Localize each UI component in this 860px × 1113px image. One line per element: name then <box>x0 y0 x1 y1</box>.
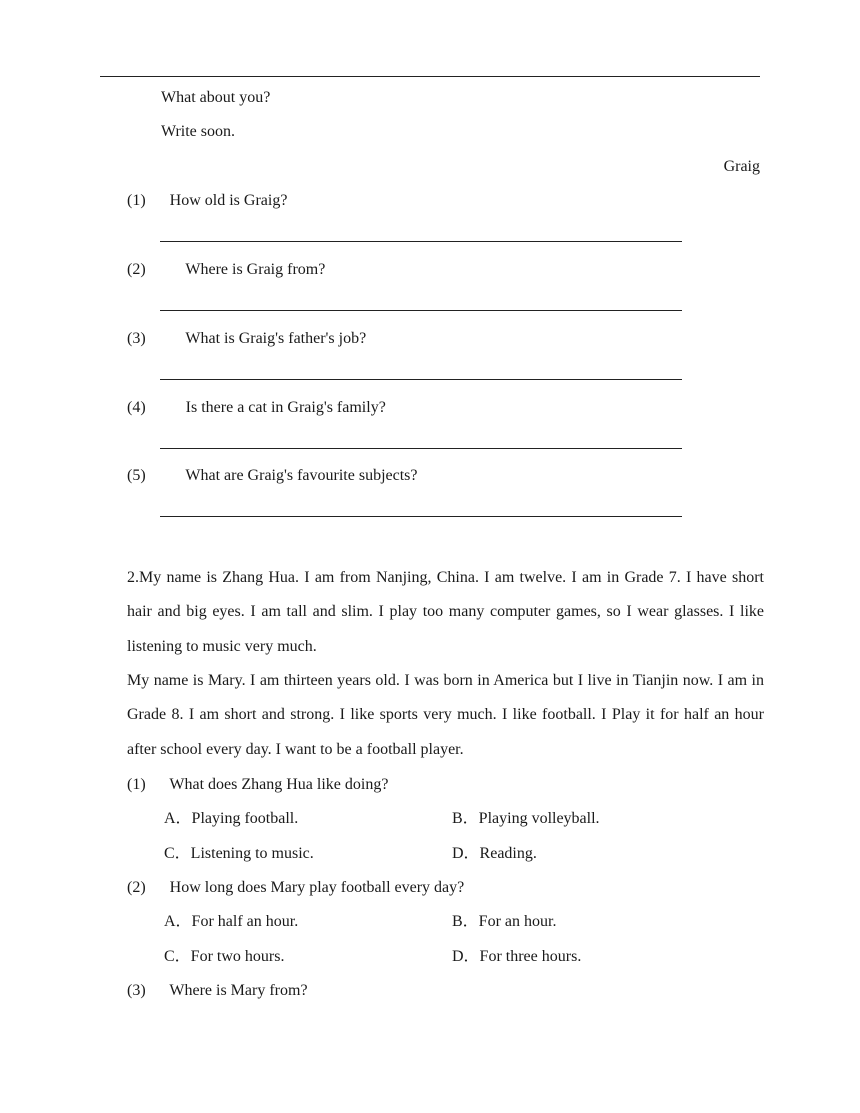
s2-question-3 <box>127 981 308 1001</box>
s2-question-2-text: How long does Mary play football every day? <box>169 879 465 896</box>
s2-q2-option-a[interactable]: A．For half an hour. <box>164 913 299 930</box>
s2-question-1 <box>127 775 388 795</box>
s2-passage-mary: My name is Mary. I am thirteen years old. I was born in America but I live in Tianjin now. I am in Grade 8. I am short and strong. I like sports very much. I like football. I Play it for half an hour after school every day. I want to be a football player. <box>127 672 764 758</box>
s1-answer-line-3[interactable] <box>160 379 682 380</box>
letter-closing-line-1: What about you? <box>161 89 271 106</box>
s1-answer-line-2[interactable] <box>160 310 682 311</box>
s2-question-3-text: Where is Mary from? <box>169 982 308 999</box>
s2-question-1-text: What does Zhang Hua like doing? <box>169 776 389 793</box>
s1-answer-line-4[interactable] <box>160 448 682 449</box>
s2-passage-zhang-hua: 2.My name is Zhang Hua. I am from Nanjing, China. I am twelve. I am in Grade 7. I have short hair and big eyes. I am tall and slim. I play too many computer games, so I wear glasses. I like listening to music very much. <box>127 569 764 655</box>
s1-question-5 <box>127 466 418 486</box>
s1-question-1-text: How old is Graig? <box>169 192 288 209</box>
s1-answer-line-1[interactable] <box>160 241 682 242</box>
s2-q1-option-c[interactable]: C．Listening to music. <box>164 845 314 862</box>
s2-q1-option-d[interactable]: D．Reading. <box>452 845 537 862</box>
s1-question-3-text: What is Graig's father's job? <box>185 330 367 347</box>
s2-question-2 <box>127 878 464 898</box>
s1-question-3-number: (3) <box>127 330 146 347</box>
s1-question-4-number: (4) <box>127 399 146 416</box>
s1-question-2 <box>127 260 325 280</box>
s1-question-1-number: (1) <box>127 192 146 209</box>
s2-question-3-number: (3) <box>127 982 146 999</box>
s2-q1-option-b[interactable]: B．Playing volleyball. <box>452 810 600 827</box>
s2-q2-option-b[interactable]: B．For an hour. <box>452 913 557 930</box>
s1-question-1 <box>127 191 287 211</box>
header-rule <box>100 76 760 77</box>
letter-closing-line-2: Write soon. <box>161 123 236 140</box>
s1-question-3 <box>127 329 366 349</box>
s2-question-2-number: (2) <box>127 879 146 896</box>
s2-q1-option-a[interactable]: A．Playing football. <box>164 810 299 827</box>
s1-question-2-number: (2) <box>127 261 146 278</box>
s1-question-5-number: (5) <box>127 467 146 484</box>
s1-question-4-text: Is there a cat in Graig's family? <box>185 399 386 416</box>
s2-q2-option-d[interactable]: D．For three hours. <box>452 948 582 965</box>
s1-question-2-text: Where is Graig from? <box>185 261 326 278</box>
s1-question-5-text: What are Graig's favourite subjects? <box>185 467 418 484</box>
s2-q2-option-c[interactable]: C．For two hours. <box>164 948 285 965</box>
s1-question-4 <box>127 398 386 418</box>
letter-signature: Graig <box>723 158 760 175</box>
s2-question-1-number: (1) <box>127 776 146 793</box>
s1-answer-line-5[interactable] <box>160 516 682 517</box>
